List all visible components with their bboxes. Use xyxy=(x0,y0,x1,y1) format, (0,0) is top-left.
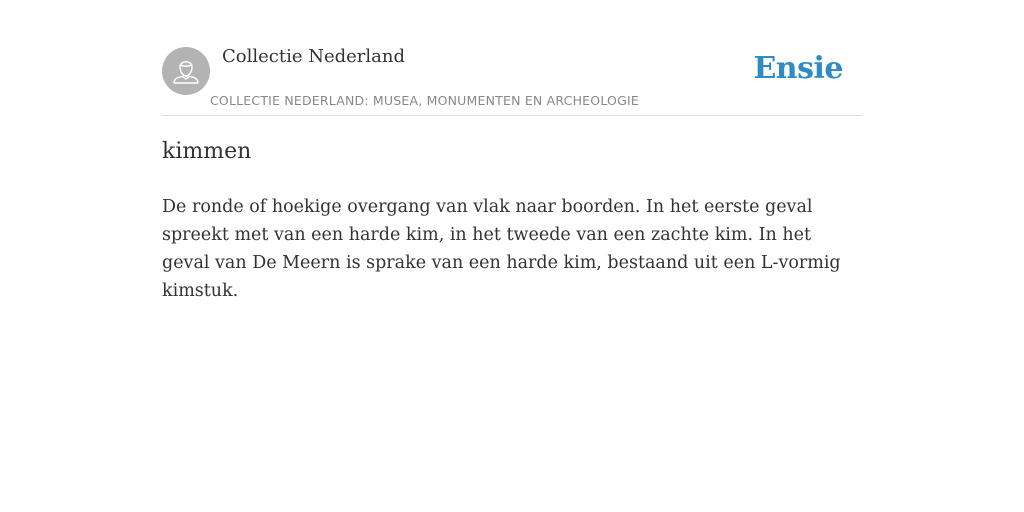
author-subtitle: COLLECTIE NEDERLAND: MUSEA, MONUMENTEN EN ARCHEOLOGIE xyxy=(210,93,639,108)
entry-definition: De ronde of hoekige overgang van vlak naar boorden. In het eerste geval spreekt met van een harde kim, in het tweede van een zachte kim. In het geval van De Meern is sprake van een harde kim, bestaand uit een L-vormig kimstuk. xyxy=(162,197,841,301)
entry-card xyxy=(162,0,862,512)
brand-logo[interactable]: Ensie xyxy=(753,51,843,86)
entry-header xyxy=(162,0,862,116)
entry-term: kimmen xyxy=(162,139,252,164)
author-name[interactable]: Collectie Nederland xyxy=(222,46,406,67)
user-avatar-icon[interactable] xyxy=(162,47,210,95)
